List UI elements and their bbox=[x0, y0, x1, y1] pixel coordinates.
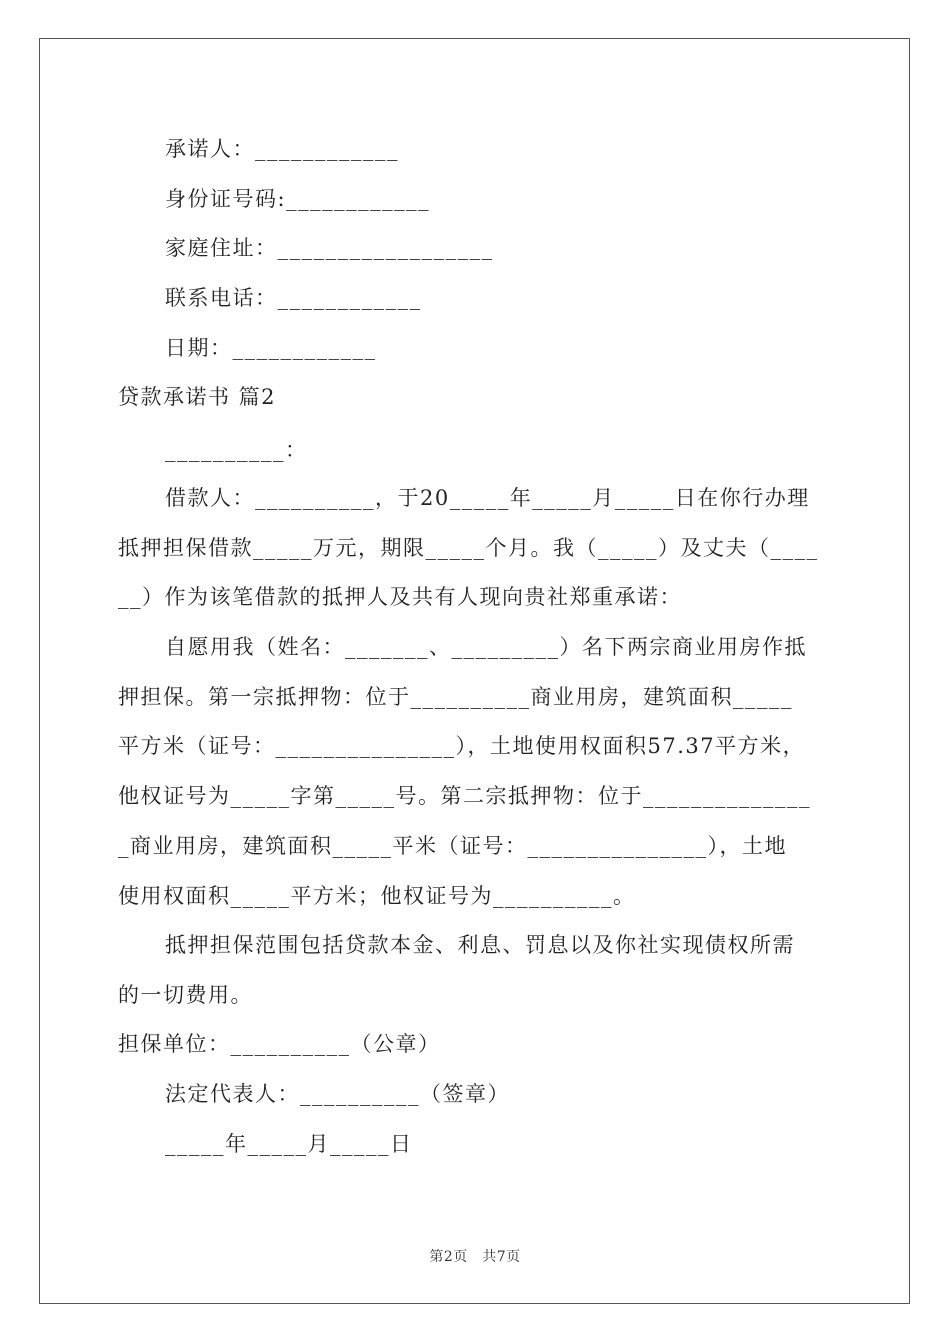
guarantor-unit-line: 担保单位：__________（公章） bbox=[118, 1032, 441, 1056]
id-number-line: 身份证号码:____________ bbox=[165, 187, 431, 211]
page-border bbox=[39, 38, 910, 1304]
paragraph-line: 押担保。第一宗抵押物：位于__________商业用房，建筑面积_____ bbox=[118, 685, 793, 709]
paragraph-line: 借款人：__________，于20_____年_____月_____日在你行办理 bbox=[165, 486, 810, 510]
section-title: 贷款承诺书 篇2 bbox=[118, 385, 277, 409]
paragraph-line: 自愿用我（姓名：_______、_________）名下两宗商业用房作抵 bbox=[165, 635, 807, 659]
promisor-line: 承诺人：____________ bbox=[165, 137, 399, 161]
phone-line: 联系电话：____________ bbox=[165, 286, 422, 310]
paragraph-line: 平方米（证号：_______________），土地使用权面积57.37平方米， bbox=[118, 734, 806, 758]
home-address-line: 家庭住址：__________________ bbox=[165, 236, 494, 260]
date-line: 日期：____________ bbox=[165, 336, 377, 360]
paragraph-line: 使用权面积_____平方米；他权证号为__________。 bbox=[118, 884, 636, 908]
page-number: 第2页 共7页 bbox=[429, 1249, 521, 1265]
paragraph-line: _商业用房，建筑面积_____平米（证号：_______________），土地 bbox=[118, 834, 787, 858]
paragraph-line: 抵押担保借款_____万元，期限_____个月。我（_____）及丈夫（____ bbox=[118, 536, 819, 560]
paragraph-line: 他权证号为_____字第_____号。第二宗抵押物：位于______________ bbox=[118, 784, 811, 808]
paragraph-line: __）作为该笔借款的抵押人及共有人现向贵社郑重承诺： bbox=[118, 585, 682, 609]
paragraph-line: 抵押担保范围包括贷款本金、利息、罚息以及你社实现债权所需 bbox=[165, 933, 795, 957]
signature-date-line: _____年_____月_____日 bbox=[165, 1132, 413, 1156]
salutation-line: __________： bbox=[165, 438, 308, 462]
legal-rep-line: 法定代表人：__________（签章） bbox=[165, 1082, 510, 1106]
paragraph-line: 的一切费用。 bbox=[118, 983, 253, 1007]
